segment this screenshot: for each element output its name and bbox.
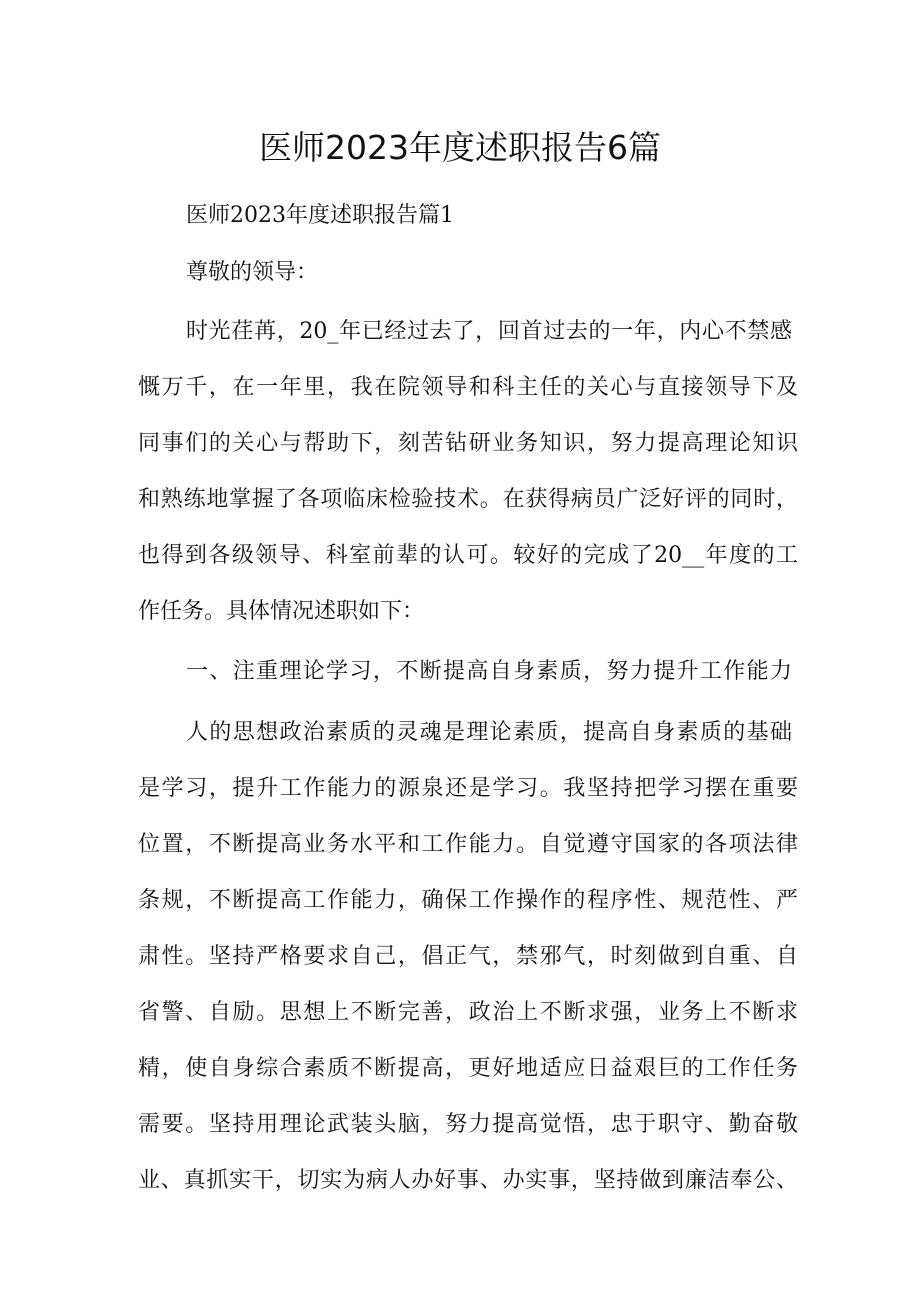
paragraph-line: 和熟练地掌握了各项临床检验技术。在获得病员广泛好评的同时， xyxy=(138,487,798,512)
section-heading: 一、注重理论学习，不断提高自身素质，努力提升工作能力 xyxy=(186,659,792,684)
paragraph-line: 需要。坚持用理论武装头脑，努力提高觉悟，忠于职守、勤奋敬 xyxy=(138,1112,798,1137)
paragraph-line: 精，使自身综合素质不断提高，更好地适应日益艰巨的工作任务 xyxy=(138,1056,798,1081)
paragraph-line: 同事们的关心与帮助下，刻苦钻研业务知识，努力提高理论知识 xyxy=(138,431,798,456)
paragraph-line: 省警、自励。思想上不断完善，政治上不断求强，业务上不断求 xyxy=(138,1000,798,1025)
paragraph-line: 是学习，提升工作能力的源泉还是学习。我坚持把学习摆在重要 xyxy=(138,776,798,801)
paragraph-line: 位置，不断提高业务水平和工作能力。自觉遵守国家的各项法律 xyxy=(138,832,798,857)
paragraph-line: 条规，不断提高工作能力，确保工作操作的程序性、规范性、严 xyxy=(138,888,798,913)
document-title: 医师2023年度述职报告6篇 xyxy=(259,128,661,167)
paragraph-line: 时光荏苒，20_年已经过去了，回首过去的一年，内心不禁感 xyxy=(186,319,792,344)
paragraph-line: 肃性。坚持严格要求自己，倡正气，禁邪气，时刻做到自重、自 xyxy=(138,944,798,969)
paragraph-line: 作任务。具体情况述职如下： xyxy=(138,599,425,624)
document-subtitle: 医师2023年度述职报告篇1 xyxy=(186,203,454,228)
paragraph-line: 也得到各级领导、科室前辈的认可。较好的完成了20__年度的工 xyxy=(138,543,798,568)
greeting: 尊敬的领导： xyxy=(186,260,319,285)
paragraph-line: 人的思想政治素质的灵魂是理论素质，提高自身素质的基础 xyxy=(186,720,792,745)
paragraph-line: 业、真抓实干，切实为病人办好事、办实事，坚持做到廉洁奉公、 xyxy=(138,1168,798,1193)
paragraph-line: 慨万千，在一年里，我在院领导和科主任的关心与直接领导下及 xyxy=(138,375,798,400)
